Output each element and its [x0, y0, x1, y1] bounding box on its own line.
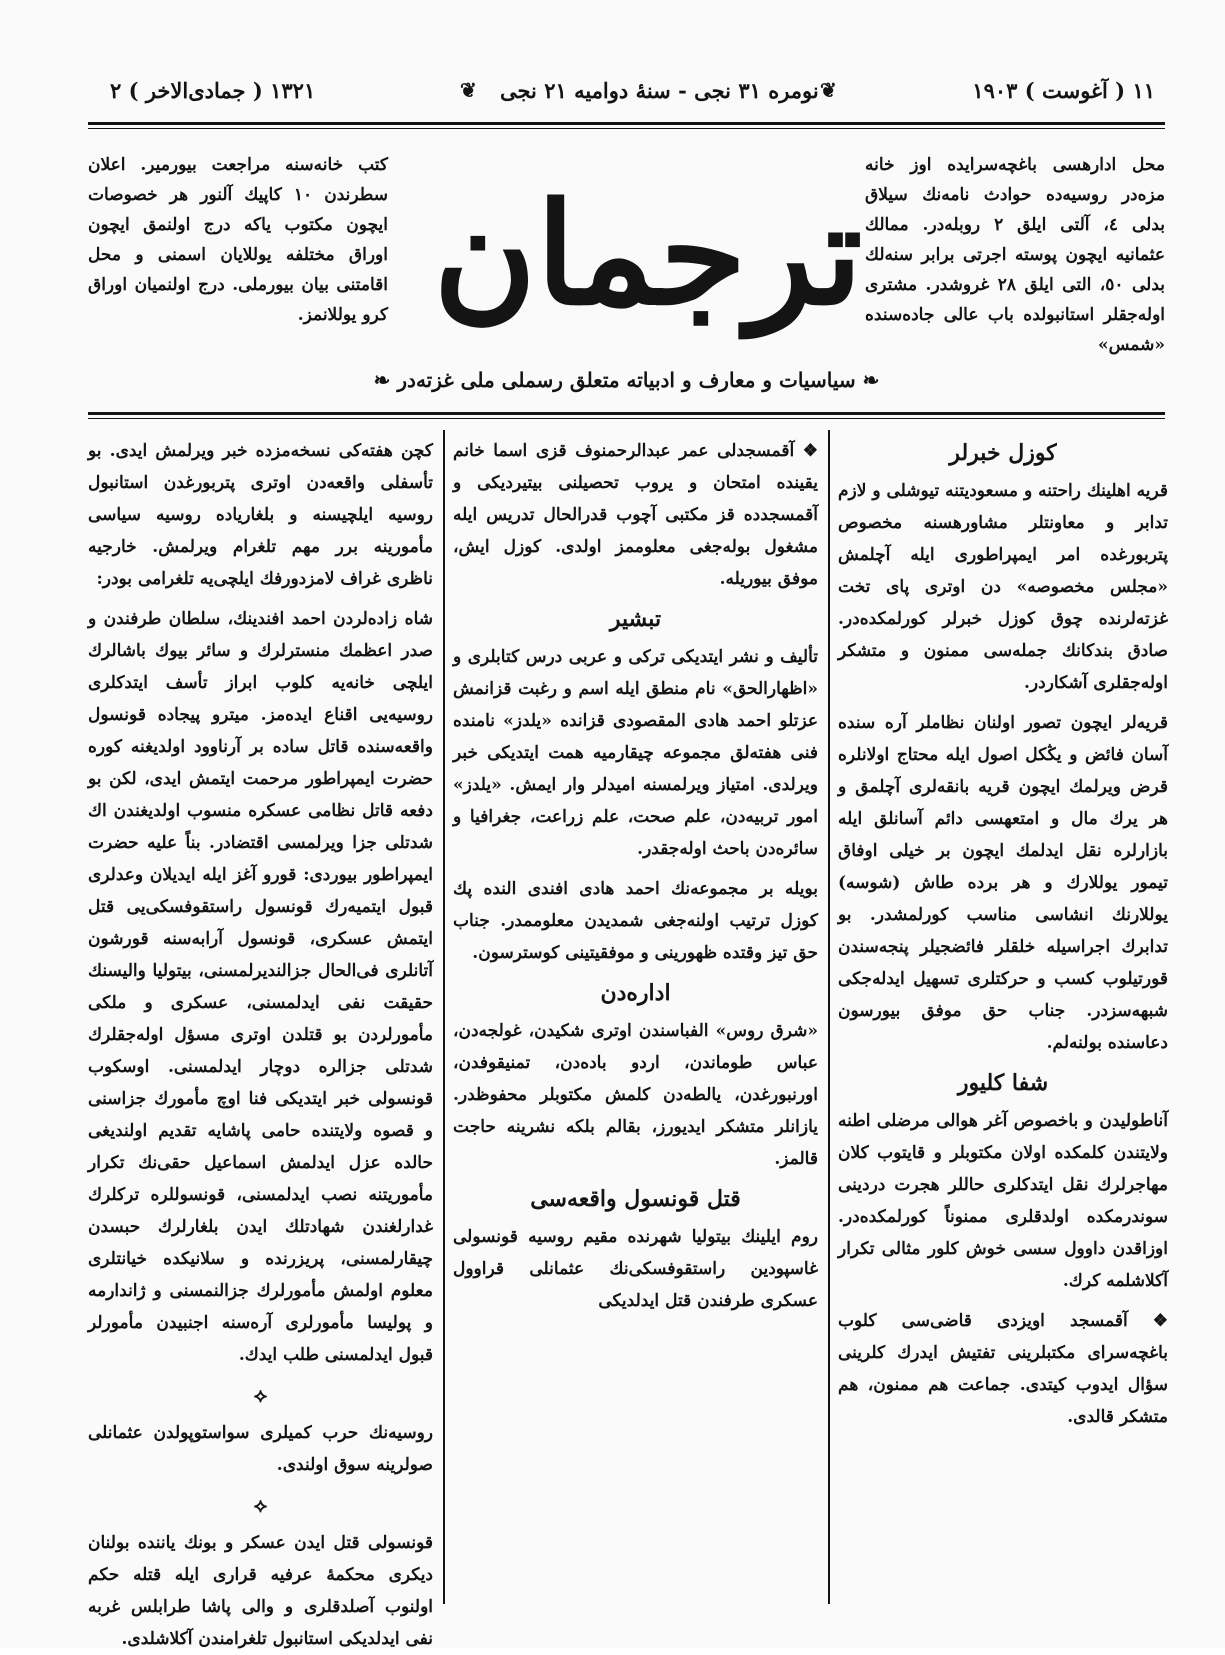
article-paragraph: قونسولی قتل ایدن عسكر و بونك یاننده بولنان دیكری محكمهٔ عرفیه قراری ایله قتله حكم اولنوب آصلدقلری و والی پاشا طرابلس غربه نفی ایدلدیكی استانبول تلغرامندن آكلاشلدی.	[88, 1533, 433, 1649]
ornament-icon: ❦	[820, 78, 837, 102]
top-rule-thin	[88, 128, 1165, 129]
section-heading: ادارەدن	[600, 980, 671, 1006]
subtitle-text: سیاسیات و معارف و ادبیاته متعلق رسملی ملی غزته‌در	[397, 368, 856, 392]
article-paragraph: ❖ آقمسجد اویزدی قاضی‌سی كلوب باغچه‌سرای مكتبلرینی تفتیش ایدرك كلرینی سؤال ایدوب كیتدی. جماعت هم ممنون، هم متشكر قالدی.	[838, 1311, 1168, 1427]
subscription-info: محل ادارهسی باغچه‌سرایده اوز خانه مزه‌در روسیه‌ده حوادث نامه‌نك سیلاق بدلی ٤، آلتی ایلق ۲ روبله‌در. ممالك عثمانیه ایچون پوسته اجرتی برابر سنه‌لك بدلی ٥٠، التی ایلق ۲۸ غروشدر. مشتری اوله‌جقلر استانبولده باب عالی جاده‌سنده «شمس»	[865, 155, 1165, 355]
article-paragraph: كچن هفته‌كی نسخه‌مزده خبر ویرلمش ایدی. بو تأسفلی واقعه‌دن اوتری پتربورغدن استانبول روسیه ایلچیسنه و بلغاریاده روسیه سیاسی مأمورینه برر مهم تلغرام ویرلمش. خارجیه ناظری غراف لامزدورفك ایلچی‌یه تلغرامی بودر:	[88, 441, 433, 589]
newspaper-title: ترجمان	[433, 173, 863, 337]
separator-icon: ⟡	[253, 1493, 268, 1517]
article-paragraph: روم ایلینك بیتولیا شهرنده مقیم روسیه قونسولی غاسپودین راستقوفسكی‌نك عثمانلی قراوول عسكری طرفندن قتل ایدلدیكی	[453, 1227, 818, 1311]
column-divider	[828, 430, 830, 1604]
ornament-icon: ❧	[373, 368, 391, 392]
masthead-bottom-rule	[88, 412, 1165, 415]
column-right	[838, 435, 1168, 1600]
article-paragraph: قریه اهلینك راحتنه و مسعودیتنه تیوشلی و لازم تدابر و معاونتلر مشاورهسنه مخصوص پتربورغده امر ایمپراطوری ایله آچلمش «مجلس مخصوصه» دن اوتری پای تخت غزته‌لرنده چوق كوزل خبرلر كورلمكده‌در. صادق بندكانك جمله‌سی ممنون و متشكر اوله‌جقلری آشكاردر.	[838, 481, 1168, 693]
section-heading: تبشیر	[609, 606, 662, 632]
section-heading: قتل قونسول واقعه‌سی	[530, 1186, 741, 1212]
separator-icon: ⟡	[253, 1383, 268, 1407]
article-paragraph: ❖ آقمسجدلی عمر عبدالرحمنوف قزی اسما خانم یقینده امتحان و یروب تحصیلنی بیتیردیكی و آقمسجدده قز مكتبی آچوب قدرالحال تدریس ایله مشغول بوله‌جغی معلوممز اولدی. كوزل ایش، موفق بیوریله.	[453, 441, 818, 589]
gregorian-date: ۱۹۰۳ ( آغوست ) ۱۱	[972, 78, 1155, 103]
article-paragraph: تألیف و نشر ایتدیكی تركی و عربی درس كتابلری و «اظهارالحق» نام منطق ایله اسم و رغبت قزانمش عزتلو احمد هادی المقصودی قزانده «یلدز» نامنده فنی هفته‌لق مجموعه چیقارمیه همت ایتدیكی خبر ویرلدی. امتیاز ویرلمسنه امیدلر وار ایمش. «یلدز» امور تربیه‌دن، علم صحت، علم زراعت، جغرافیا و سائره‌دن باحث اوله‌جقدر.	[453, 647, 818, 859]
article-paragraph: قریه‌لر ایچون تصور اولنان نظاملر آره سنده آسان فائض و یڭكل اصول ایله محتاج اولانلره قرض ویرلمك ایچون قریه بانقه‌لری آچلمق و هر یرك مال و امتعهسی دائم آسانلق ایله بازارلره نقل ایدلمك ایچون بر خیلی اوفاق تیمور یوللارك و هر برده طاش (شوسه) یوللارنك انشاسی مناسب كورلمشدر. بو تدابرك اجراسیله خلقلر فائضجیلر پنجه‌سندن قورتیلوب كسب و حركتلری تسهیل ایدله‌جكی شبهه‌سزدر. جناب حق موفق بیورسون دعاسنده بولنه‌لم.	[838, 713, 1168, 1053]
issue-number: نومره ۳۱ نجی - سنهٔ دوامیه ۲۱ نجی	[500, 78, 819, 103]
ornament-icon: ❦	[460, 78, 477, 102]
ornament-icon: ❧	[862, 368, 880, 392]
advertising-info: كتب خانه‌سنه مراجعت بیورمیر. اعلان سطرندن ۱۰ كاپیك آلنور هر خصوصات ایچون مكتوب یاكه درج اولنمق ایچون اوراق مختلفه یوللایان اسمنی و محل اقامتنی بیان بیورملی. درج اولنمیان اوراق كرو یوللانمز.	[88, 155, 388, 325]
masthead	[88, 130, 1165, 410]
column-divider	[443, 430, 445, 1604]
column-middle	[453, 435, 818, 1600]
top-rule	[88, 122, 1165, 125]
section-heading: كوزل خبرلر	[949, 440, 1057, 466]
section-heading: شفا كلیور	[957, 1070, 1049, 1096]
article-paragraph: آناطولیدن و باخصوص آغر هوالی مرضلی اطنه ولایتندن كلمكده اولان مكتوبلر و قایتوب كلان مهاجرلرك نقل ایتدكلری حاللر هجرت دردینی سوندرمكده اولدقلری ممنوناً كورلمكده‌در. اوزاقدن داوول سسی خوش كلور مثالی تكرار آكلاشلمه كرك.	[838, 1111, 1168, 1291]
article-paragraph: بویله بر مجموعه‌نك احمد هادی افندی الندە پك كوزل ترتیب اولنه‌جغی شمدیدن معلوممدر. جناب حق تیز وقتده ظهورینی و موفقیتینی كوسترسون.	[453, 879, 818, 963]
masthead-bottom-rule-thin	[88, 418, 1165, 419]
column-left	[88, 435, 433, 1649]
newspaper-subtitle	[88, 368, 1165, 392]
hijri-date: ۲ ( جمادی‌الاخر ) ۱۳۲۱	[110, 78, 316, 103]
article-paragraph: «شرق روس» الفباسندن اوتری شكیدن، غولجه‌دن، عباس طوماندن، اردو بادەدن، تمنیقوفدن، اورنبورغدن، یالطه‌دن كلمش مكتوبلر محفوظدر. یازانلر متشكر ایدیورز، بقالم بلكه نشرینه حاجت قالمز.	[453, 1021, 818, 1169]
article-paragraph: روسیه‌نك حرب كمیلری سواستوپولدن عثمانلی صولرینه سوق اولندی.	[88, 1423, 433, 1475]
article-paragraph: شاه زاده‌لردن احمد افندینك، سلطان طرفندن و صدر اعظمك منسترلرك و سائر بیوك باشالرك ایلچی خانه‌یه كلوب ابراز تأسف ایتدكلری روسیه‌یی اقناع ایدەمز. میترو پیجاده قونسول واقعه‌سنده قاتل ساده بر آرناوود اولدیغنه كوره حضرت ایمپراطور مرحمت ایتمش ایدی، لكن بو دفعه قاتل نظامی عسكره منسوب اولدیغندن اك شدتلی جزا ویرلمسی اقتضادر. بناً علیه حضرت ایمپراطور بیوردی: قورو آغز ایله ایدیلان وعدلری قبول ایتمیەرك قونسول راستقوفسكی‌یی قتل ایتمش عسكری، قونسول آرابه‌سنه قورشون آتانلری فی‌الحال جزالندیرلمسنی، بیتولیا والیسنك حقیقت نفی ایدلمسنی، عسكری و ملكی مأمورلردن بو قتلدن اوتری مسؤل اوله‌جقلرك شدتلی جزالره دوچار ایدلمسنی. اوسكوب قونسولی خبر ایتدیكی فنا اوچ مأمورك جزاسنی و قصوه ولایتنده حامی پاشایه تقدیم اولندیغی حالده عزل ایدلمش اسماعیل حقی‌نك تكرار مأموریتنه نصب ایدلمسنی، قونسوللره تركلرك غدارلغندن شهادتلك ایدن بلغارلرك حبسدن چیقارلمسنی، پریزرنده و سلانیكده خیانتلری معلوم اولمش مأمورلرك جزالنمسنی و ژاندارمه و پولیسا مأمورلری آرەسنه اجنبیدن مأمورلر قبول ایدلمسنی طلب ایدك.	[88, 609, 433, 1365]
dateline	[90, 74, 1165, 114]
